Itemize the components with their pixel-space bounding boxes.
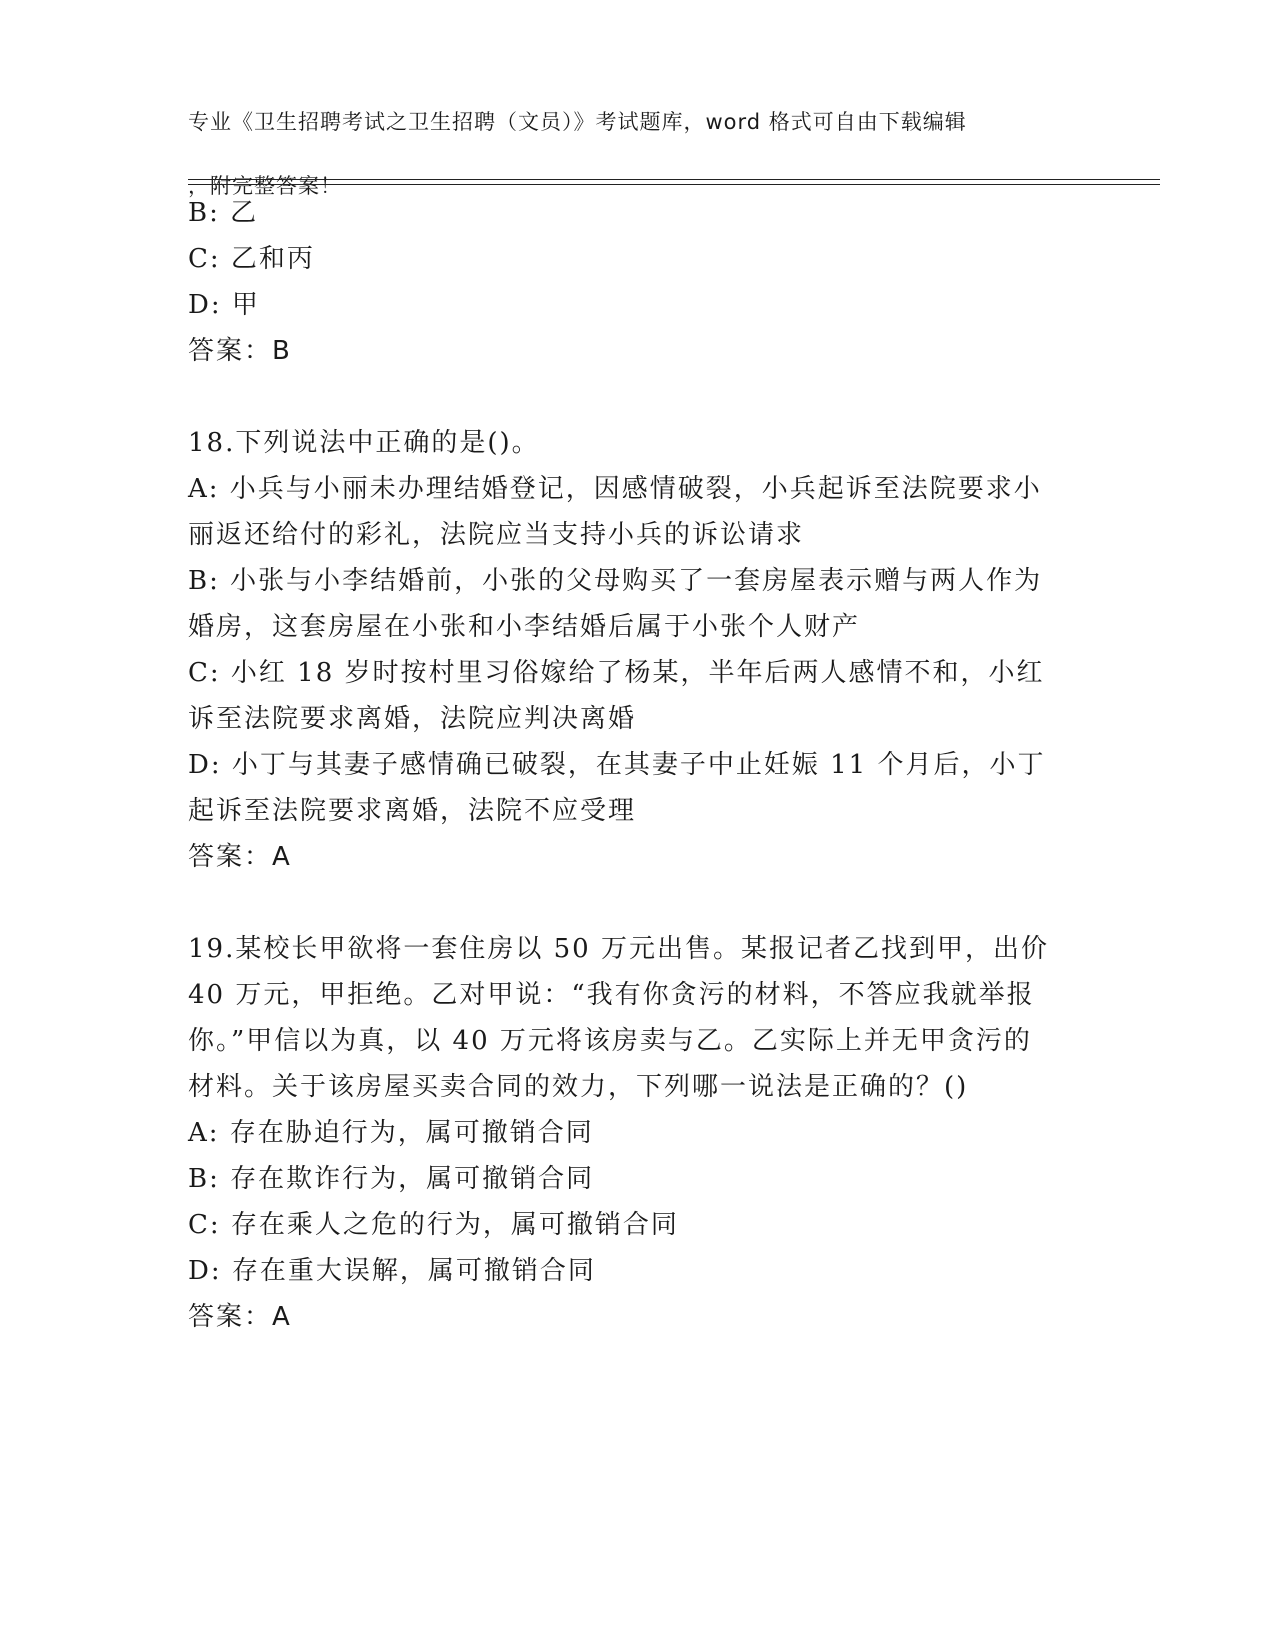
q19-question-line-3: 你。”甲信以为真，以 40 万元将该房卖与乙。乙实际上并无甲贪污的 xyxy=(188,1026,1032,1056)
q17-option-b: B: 乙 xyxy=(188,198,259,228)
header-line-2: ，附完整答案！ xyxy=(188,174,342,198)
spacer xyxy=(188,374,1088,420)
q19-question-line-2: 40 万元，甲拒绝。乙对甲说：“我有你贪污的材料，不答应我就举报 xyxy=(188,980,1035,1010)
spacer xyxy=(188,880,1088,926)
q19-option-b: B: 存在欺诈行为，属可撤销合同 xyxy=(188,1164,595,1194)
header-divider-bottom xyxy=(188,184,1160,185)
question-17-tail xyxy=(188,190,1088,374)
header-line-1: 专业《卫生招聘考试之卫生招聘（文员）》考试题库，word 格式可自由下载编辑 xyxy=(188,110,967,134)
q18-option-d-line-1: D: 小丁与其妻子感情确已破裂，在其妻子中止妊娠 11 个月后，小丁 xyxy=(188,750,1046,780)
q18-option-d-line-2: 起诉至法院要求离婚，法院不应受理 xyxy=(188,796,637,826)
q19-option-d: D: 存在重大误解，属可撤销合同 xyxy=(188,1256,596,1286)
q19-answer: 答案：A xyxy=(188,1302,292,1332)
q19-question-line-1: 19.某校长甲欲将一套住房以 50 万元出售。某报记者乙找到甲，出价 xyxy=(188,934,1049,964)
question-18 xyxy=(188,420,1088,880)
q18-option-a-line-1: A: 小兵与小丽未办理结婚登记，因感情破裂，小兵起诉至法院要求小 xyxy=(188,474,1042,504)
q18-option-b-line-1: B: 小张与小李结婚前，小张的父母购买了一套房屋表示赠与两人作为 xyxy=(188,566,1043,596)
document-body xyxy=(188,190,1088,1340)
header-divider-top xyxy=(188,179,1160,180)
q19-option-c: C: 存在乘人之危的行为，属可撤销合同 xyxy=(188,1210,679,1240)
q18-answer: 答案：A xyxy=(188,842,292,872)
q18-option-a-line-2: 丽返还给付的彩礼，法院应当支持小兵的诉讼请求 xyxy=(188,520,805,550)
q18-option-c-line-2: 诉至法院要求离婚，法院应判决离婚 xyxy=(188,704,637,734)
q17-option-d: D: 甲 xyxy=(188,290,260,320)
q18-option-b-line-2: 婚房，这套房屋在小张和小李结婚后属于小张个人财产 xyxy=(188,612,861,642)
q18-option-c-line-1: C: 小红 18 岁时按村里习俗嫁给了杨某，半年后两人感情不和，小红 xyxy=(188,658,1045,688)
q19-question-line-4: 材料。关于该房屋买卖合同的效力，下列哪一说法是正确的？() xyxy=(188,1072,969,1102)
q19-option-a: A: 存在胁迫行为，属可撤销合同 xyxy=(188,1118,594,1148)
question-19 xyxy=(188,926,1088,1340)
q18-question: 18.下列说法中正确的是()。 xyxy=(188,428,540,458)
q17-option-c: C: 乙和丙 xyxy=(188,244,315,274)
q17-answer: 答案：B xyxy=(188,336,292,366)
